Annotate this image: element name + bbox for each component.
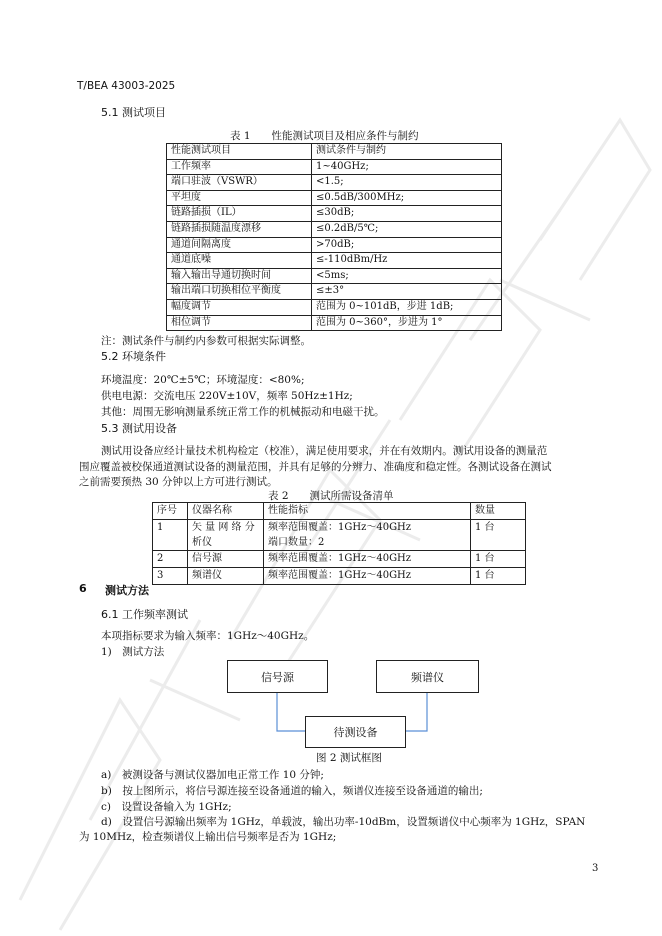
table2-cell: 1 台	[471, 551, 526, 568]
env-line: 环境温度：20℃±5℃；环境湿度：<80%;	[101, 374, 305, 386]
figure-caption: 图 2 测试框图	[316, 752, 382, 764]
table1-cell: 平坦度	[167, 190, 312, 206]
table2-caption: 表 2 测试所需设备清单	[268, 490, 394, 502]
dut-box	[305, 716, 406, 748]
table1-cell: 范围为 0~101dB，步进 1dB;	[312, 299, 502, 315]
table1-cell: <5ms;	[312, 268, 502, 284]
table1-header-cell: 测试条件与制约	[312, 144, 502, 160]
table2-cell: 频谱仪	[188, 568, 264, 585]
table1-cell: ≤0.2dB/5℃;	[312, 221, 502, 237]
table2-cell-line: 频率范围覆盖：1GHz～40GHz	[268, 522, 412, 533]
table1-header-cell: 性能测试项目	[167, 144, 312, 160]
table1-cell: 幅度调节	[167, 299, 312, 315]
step-line: c) 设置设备输入为 1GHz;	[101, 801, 232, 813]
table1-cell: 输入输出导通切换时间	[167, 268, 312, 284]
signal-source-label: 信号源	[261, 670, 294, 684]
table1-cell: >70dB;	[312, 237, 502, 253]
table1-cell: ≤0.5dB/300MHz;	[312, 190, 502, 206]
table2-cell-line: 端口数量：2	[268, 537, 325, 548]
intro-text: 本项指标要求为输入频率：1GHz～40GHz。	[101, 630, 315, 642]
page-number: 3	[592, 863, 599, 874]
table1-cell: 输出端口切换相位平衡度	[167, 284, 312, 300]
step-line: 为 10MHz，检查频谱仪上输出信号频率是否为 1GHz;	[79, 831, 337, 843]
section-number-6: 6	[79, 582, 87, 595]
table1-cell: 工作频率	[167, 159, 312, 175]
section-title-5-3: 5.3 测试用设备	[101, 422, 177, 435]
table1-cell: 范围为 0~360°，步进为 1°	[312, 315, 502, 331]
table1-cell: 1~40GHz;	[312, 159, 502, 175]
step-line: a) 被测设备与测试仪器加电正常工作 10 分钟;	[101, 769, 324, 781]
section-title-6-1: 6.1 工作频率测试	[101, 608, 188, 621]
table2-cell: 1 台	[471, 520, 526, 551]
table2-cell: 1 台	[471, 568, 526, 585]
table1-note: 注：测试条件与制约内参数可根据实际调整。	[101, 335, 311, 347]
table2-header-cell: 序号	[153, 503, 188, 520]
table2-cell: 1	[153, 520, 188, 551]
table2-header-cell: 仪器名称	[188, 503, 264, 520]
table1-cell: ≤-110dBm/Hz	[312, 253, 502, 269]
spectrum-analyzer-label: 频谱仪	[411, 670, 444, 684]
step-line: b) 按上图所示，将信号源连接至设备通道的输入，频谱仪连接至设备通道的输出;	[101, 785, 483, 797]
table1-cell: 端口驻波（VSWR）	[167, 175, 312, 191]
signal-source-box	[227, 660, 328, 693]
table2-cell: 2	[153, 551, 188, 568]
table1-cell: 链路插损随温度漂移	[167, 221, 312, 237]
table1-caption: 表 1 性能测试项目及相应条件与制约	[230, 130, 419, 142]
doc-id: T/BEA 43003-2025	[77, 80, 176, 92]
table2-cell: 信号源	[188, 551, 264, 568]
table1-cell: 链路插损（IL）	[167, 206, 312, 222]
table2-header-cell: 数量	[471, 503, 526, 520]
table2-cell: 频率范围覆盖：1GHz～40GHz	[264, 568, 471, 585]
table1-cell: ≤±3°	[312, 284, 502, 300]
step-line: d) 设置信号源输出频率为 1GHz，单载波，输出功率-10dBm，设置频谱仪中心频率为 1GHz，SPAN	[101, 816, 586, 828]
equipment-paragraph-line: 之前需要预热 30 分钟以上方可进行测试。	[79, 476, 278, 488]
table1-cell: 通道底噪	[167, 253, 312, 269]
dut-label: 待测设备	[333, 726, 378, 739]
table1-cell: 相位调节	[167, 315, 312, 331]
table2-header-cell: 性能指标	[264, 503, 471, 520]
table1-cell: 通道间隔离度	[167, 237, 312, 253]
equipment-paragraph-line: 围应覆盖被校保通道测试设备的测量范围，并具有足够的分辨力、准确度和稳定性。各测试设备在测试	[79, 461, 552, 473]
env-line: 其他：周围无影响测量系统正常工作的机械振动和电磁干扰。	[101, 406, 385, 418]
step-heading: 1) 测试方法	[101, 646, 165, 658]
spectrum-analyzer-box	[376, 660, 479, 693]
section-title-6: 测试方法	[105, 584, 149, 597]
section-title-5-2: 5.2 环境条件	[101, 350, 166, 363]
section-title-5-1: 5.1 测试项目	[101, 106, 166, 119]
env-line: 供电电源：交流电压 220V±10V，频率 50Hz±1Hz;	[101, 390, 353, 402]
table2-cell-line: 矢 量 网 络 分	[192, 522, 255, 533]
table2-cell-line: 析仪	[192, 537, 212, 548]
table1-cell: ≤30dB;	[312, 206, 502, 222]
equipment-paragraph-line: 测试用设备应经计量技术机构检定（校准），满足使用要求，并在有效期内。测试用设备的测量范	[101, 445, 548, 457]
table2-cell: 频率范围覆盖：1GHz～40GHz	[264, 551, 471, 568]
table2-cell: 3	[153, 568, 188, 585]
table1-cell: <1.5;	[312, 175, 502, 191]
